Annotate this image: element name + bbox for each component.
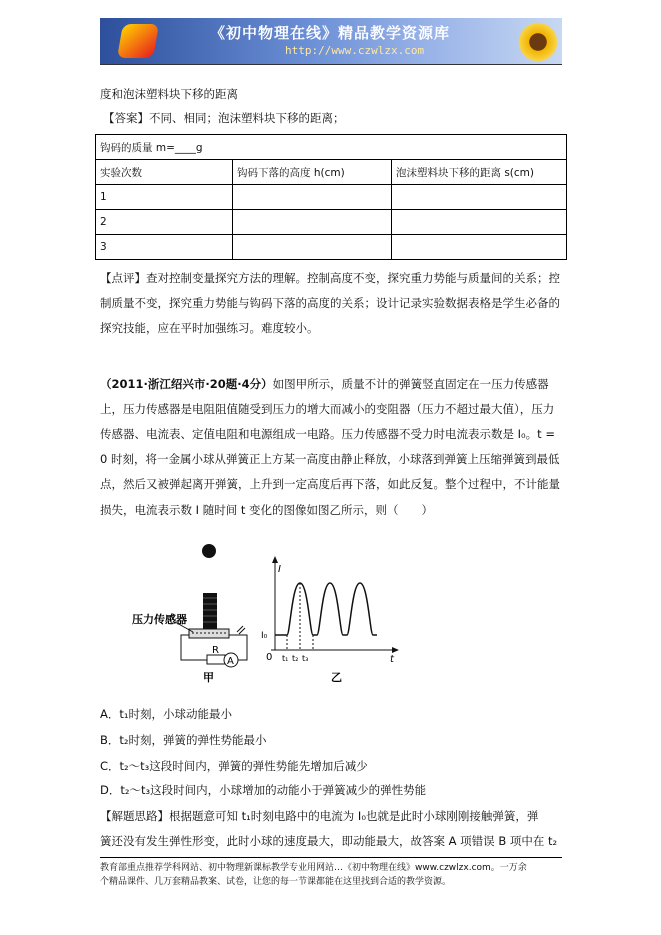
solution-line: 簧还没有发生弹性形变，此时小球的速度最大，即动能最大，故答案 A 项错误 B 项中在 t₂ [100, 834, 558, 848]
origin-label: 0 [266, 652, 273, 663]
site-url[interactable]: http://www.czwlzx.com [285, 44, 425, 57]
problem-line [100, 374, 549, 394]
table-header: 实验次数 [96, 160, 233, 185]
circuit-wire [181, 635, 207, 660]
table-row [96, 210, 567, 235]
answer-line: 【答案】不同、相同；泡沫塑料块下移的距离； [103, 111, 345, 125]
table-cell [392, 235, 567, 260]
metal-ball [202, 544, 216, 558]
table-header: 泡沫塑料块下移的距离 s(cm) [392, 160, 567, 185]
option-d: D．t₂～t₃这段时间内，小球增加的动能小于弹簧减少的弹性势能 [100, 783, 427, 797]
problem-text: 如图甲所示，质量不计的弹簧竖直固定在一压力传感器 [272, 377, 549, 391]
label-jia: 甲 [203, 671, 214, 684]
resistor-label: R [212, 645, 219, 656]
data-table [95, 134, 567, 260]
table-cell [392, 210, 567, 235]
table-row [96, 235, 567, 260]
table-cell [233, 235, 392, 260]
footer-line: 教育部重点推荐学科网站、初中物理新课标教学专业用网站…《初中物理在线》www.czwlzx.com。一万余 [100, 863, 527, 873]
comment-line: 制质量不变，探究重力势能与钩码下落的高度的关系；设计记录实验数据表格是学生必备的 [100, 296, 560, 310]
site-title: 《初中物理在线》精品教学资源库 [210, 24, 451, 42]
comment-line: 探究技能，应在平时加强练习。难度较小。 [100, 321, 319, 335]
header-banner [100, 18, 562, 65]
table-cell [233, 210, 392, 235]
problem-line: 传感器、电流表、定值电阻和电源组成一电路。压力传感器不受力时电流表示数是 I₀。t = [100, 427, 555, 441]
table-header: 钩码下落的高度 h(cm) [233, 160, 392, 185]
axis-t-label: t [390, 654, 394, 665]
table-cell: 1 [96, 185, 233, 210]
site-logo [117, 24, 159, 58]
footer-line: 个精品课件、几万套精品教案、试卷，让您的每一节课都能在这里找到合适的教学资源。 [100, 877, 452, 887]
t3-label: t₃ [302, 654, 309, 663]
label-yi: 乙 [331, 671, 342, 684]
problem-line: 损失，电流表示数 I 随时间 t 变化的图像如图乙所示，则（ ） [100, 503, 434, 517]
option-b: B．t₂时刻，弹簧的弹性势能最小 [100, 733, 267, 747]
solution-line: 【解题思路】根据题意可知 t₁时刻电路中的电流为 I₀也就是此时小球刚刚接触弹簧，弹 [100, 809, 539, 823]
text-line: 度和泡沫塑料块下移的距离 [100, 87, 238, 101]
t2-label: t₂ [292, 654, 299, 663]
ammeter-label: A [227, 656, 234, 667]
resistor [207, 655, 225, 664]
table-cell [392, 185, 567, 210]
option-a: A．t₁时刻，小球动能最小 [100, 707, 232, 721]
comment-line: 【点评】查对控制变量探究方法的理解。控制高度不变，探究重力势能与质量间的关系；控 [100, 271, 560, 285]
problem-line: 0 时刻，将一金属小球从弹簧正上方某一高度由静止释放，小球落到弹簧上压缩弹簧到最低 [100, 452, 560, 466]
problem-line: 点，然后又被弹起离开弹簧，上升到一定高度后再下落，如此反复。整个过程中，不计能量 [100, 477, 560, 491]
table-cell: 2 [96, 210, 233, 235]
figure [125, 538, 400, 688]
current-curve [275, 583, 377, 635]
table-cell [233, 185, 392, 210]
t1-label: t₁ [282, 654, 289, 663]
table-row [96, 185, 567, 210]
mass-cell: 钩码的质量 m=____g [96, 135, 567, 160]
axis-i-label: I [278, 564, 281, 575]
footer-divider [100, 857, 562, 858]
sensor-label: 压力传感器 [132, 613, 187, 626]
table-cell: 3 [96, 235, 233, 260]
option-c: C．t₂～t₃这段时间内，弹簧的弹性势能先增加后减少 [100, 759, 368, 773]
problem-source: （2011·浙江绍兴市·20题·4分） [100, 377, 273, 391]
i0-label: I₀ [261, 631, 268, 641]
problem-line: 上，压力传感器是电阻阻值随受到压力的增大而减小的变阻器（压力不超过最大值），压力 [100, 402, 555, 416]
sunflower-image [518, 22, 558, 62]
